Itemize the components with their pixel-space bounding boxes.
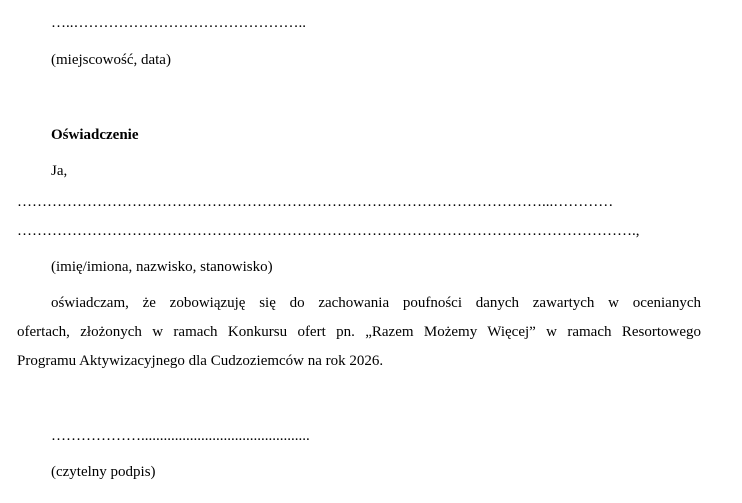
document-heading: Oświadczenie <box>51 127 139 143</box>
declaration-line-2: ofertach, złożonych w ramach Konkursu ofert pn. „Razem Możemy Więcej” w ramach Resortowego <box>17 324 701 340</box>
name-dotted-line-1: ……………………………………………………………………………………………...………… <box>17 194 614 210</box>
signature-caption: (czytelny podpis) <box>51 464 156 480</box>
place-date-caption: (miejscowość, data) <box>51 52 171 68</box>
name-caption: (imię/imiona, nazwisko, stanowisko) <box>51 259 273 275</box>
declaration-line-3: Programu Aktywizacyjnego dla Cudzoziemców na rok 2026. <box>17 353 384 369</box>
signature-dotted-line: ………………............................................. <box>51 428 310 444</box>
place-date-dotted-line: …..……………………………………….. <box>51 15 306 31</box>
name-dotted-line-2: ……………………………………………………………………………………………………………., <box>17 223 640 239</box>
intro-text: Ja, <box>51 163 68 179</box>
declaration-line-1: oświadczam, że zobowiązuję się do zachowania poufności danych zawartych w ocenianych <box>51 295 701 311</box>
